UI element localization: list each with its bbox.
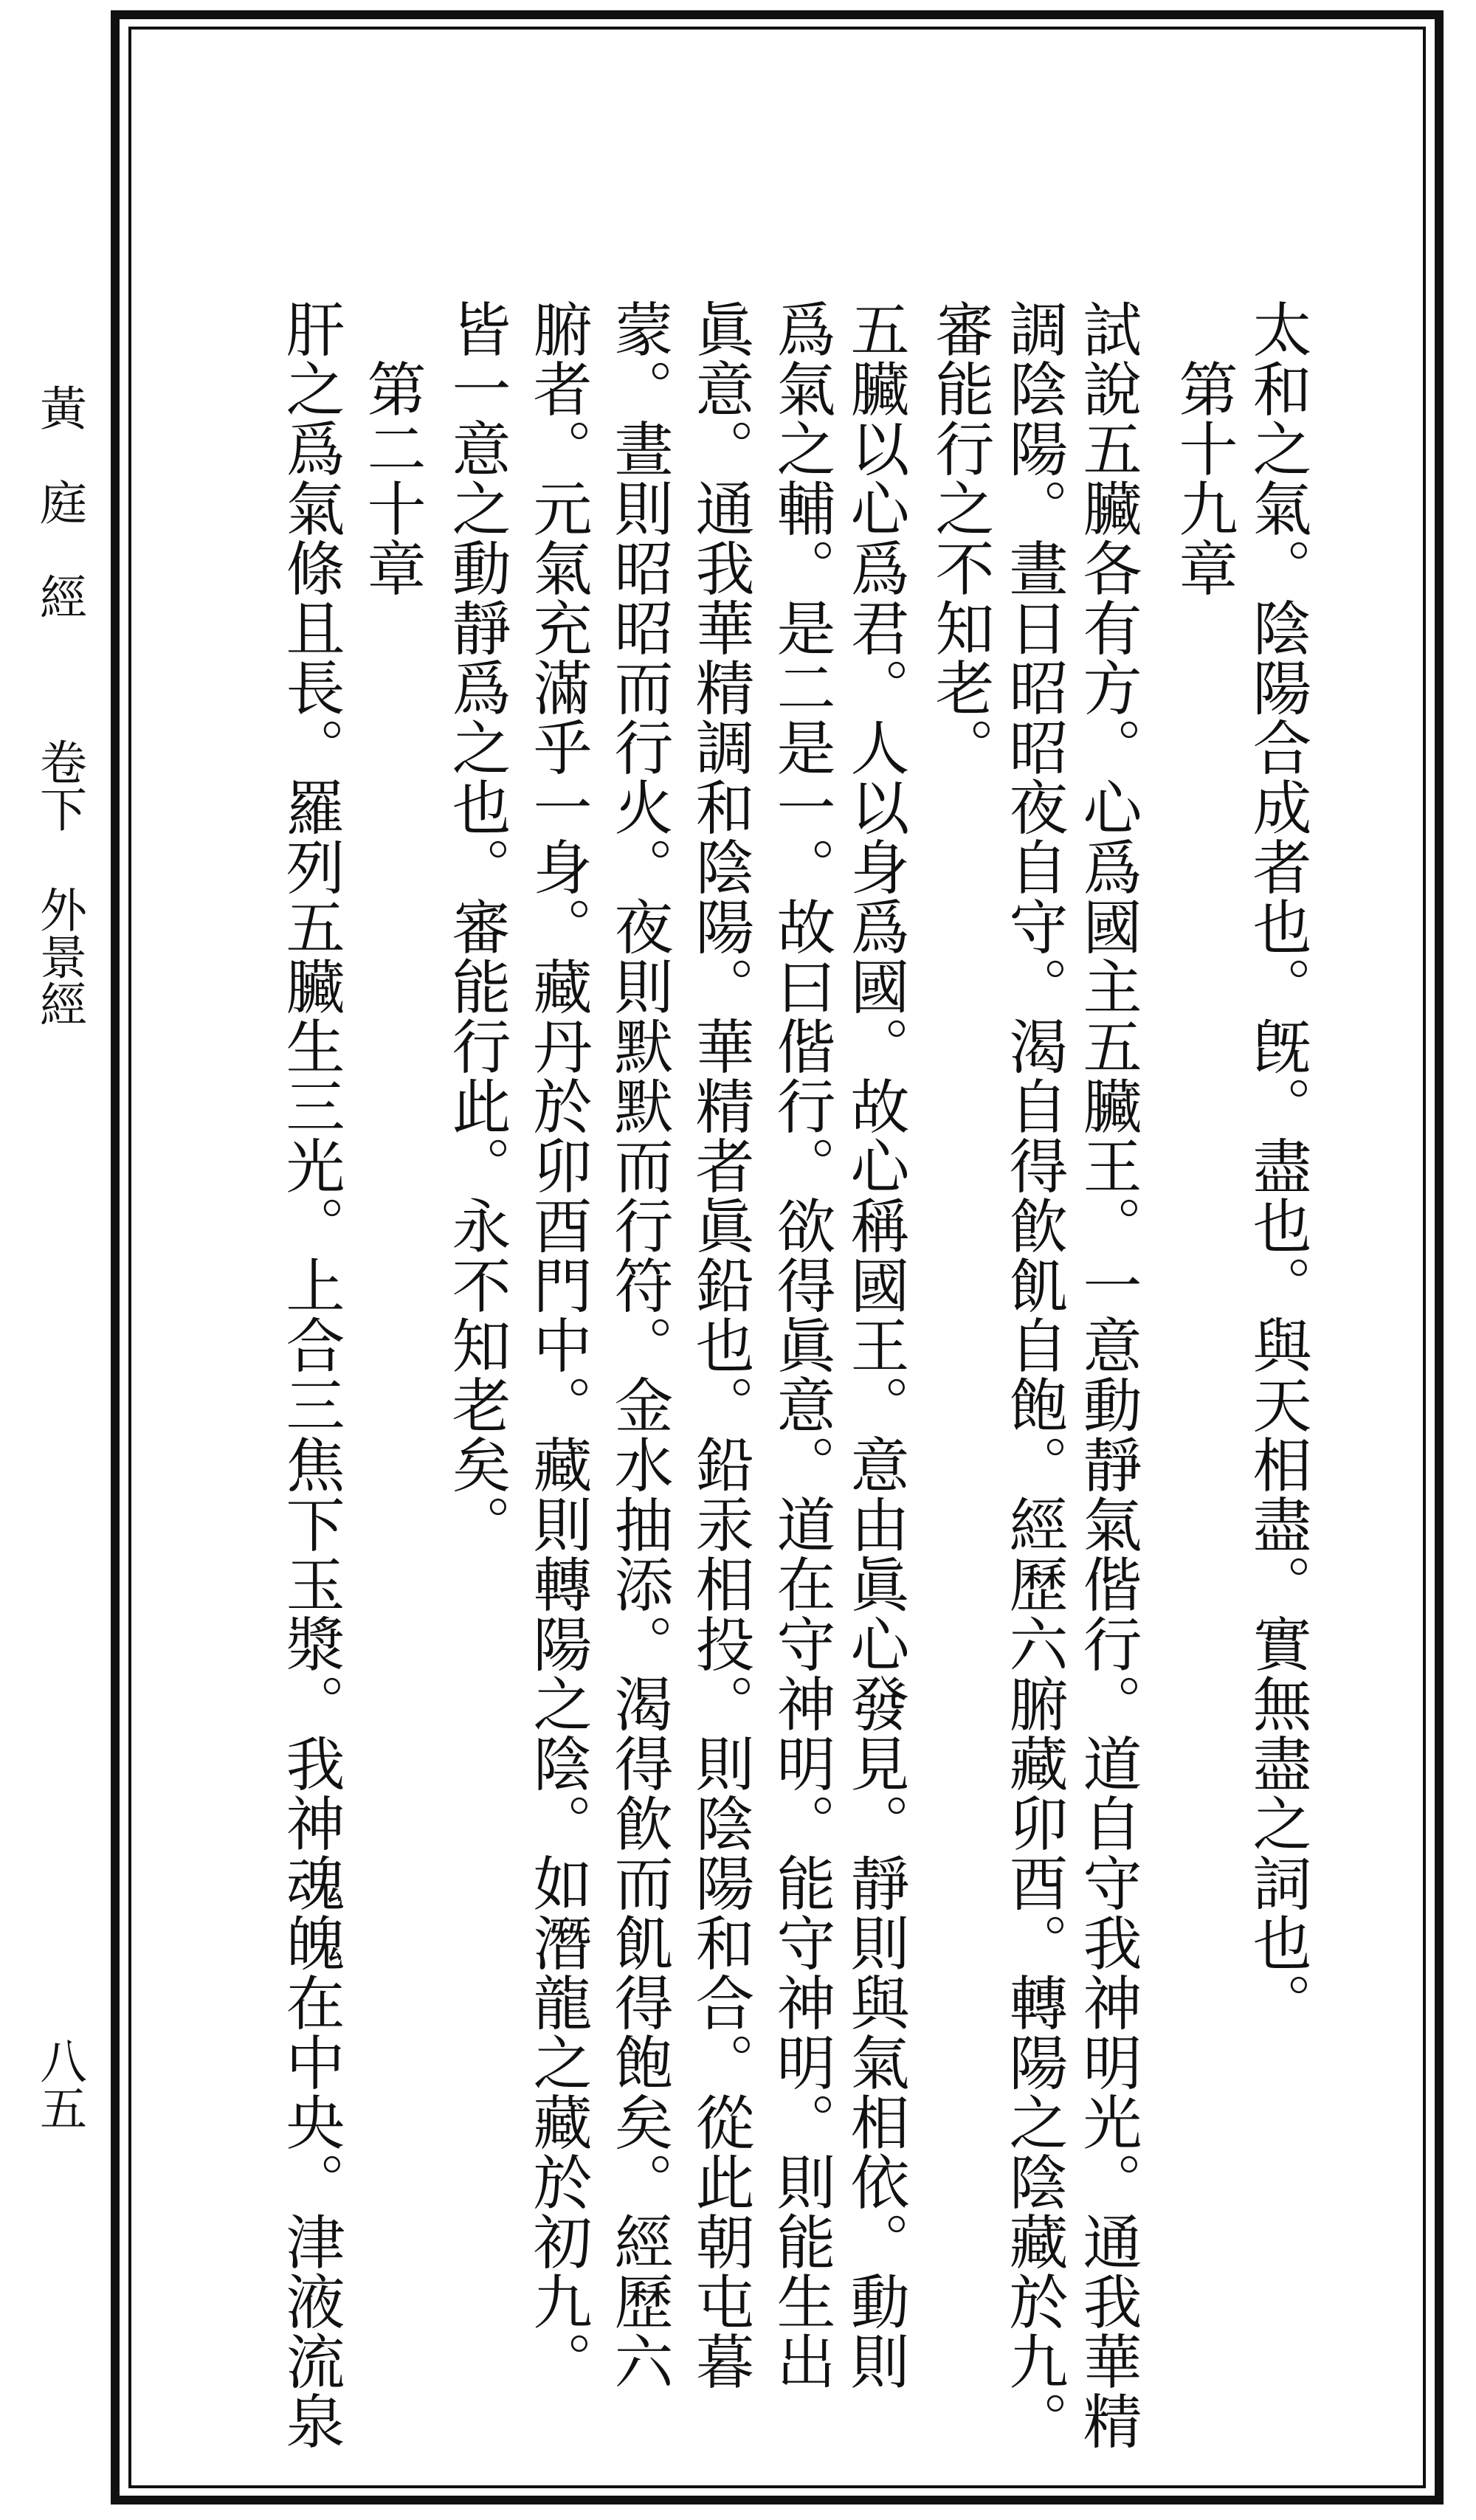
volume-label: 卷下 bbox=[32, 738, 86, 832]
text-column-5: 五臟以心爲君。人以身爲國。故心稱國王。意由眞心發見。靜則與氣相依。動則 bbox=[841, 299, 909, 2391]
text-column-3: 調陰陽。晝日昭昭夜自守。渴自得飮飢自飽。經歷六腑藏卯酉。轉陽之陰藏於九。 bbox=[999, 299, 1068, 2451]
book-title: 黃 庭 經 bbox=[32, 384, 86, 620]
text-column-7: 眞意。通我華精調和陰陽。華精者眞鉛也。鉛汞相投。則陰陽和合。從此朝屯暮 bbox=[686, 299, 754, 2391]
page-number: 八五 bbox=[32, 2037, 86, 2131]
text-column-1: 太和之氣。陰陽合成者也。旣。盡也。與天相盡。實無盡之詞也。 bbox=[1243, 299, 1311, 2032]
text-column-10: 皆一意之動靜爲之也。審能行此。永不知老矣。 bbox=[442, 299, 511, 1554]
text-column-9: 腑者。元氣充滿乎一身。藏丹於卯酉門中。藏則轉陽之陰。如潛龍之藏於初九。 bbox=[523, 299, 592, 2391]
section-label: 外景經 bbox=[32, 886, 86, 1027]
text-column-6: 爲氣之輔。是二是一。故曰偕行。欲得眞意。道在守神明。能守神明。則能生出 bbox=[767, 299, 835, 2391]
text-column-8: 蒙。晝則昭昭而行火。夜則默默而行符。金水抽添。渴得飮而飢得飽矣。經歷六 bbox=[604, 299, 673, 2391]
text-column-4: 試說五臟各有方。心爲國主五臟王。一意動靜氣偕行。道自守我神明光。通我華精 bbox=[1073, 299, 1142, 2451]
text-column-2: 審能行之不知老。 bbox=[925, 299, 994, 777]
chapter-heading-19: 第十九章 bbox=[1169, 299, 1238, 598]
chapter-heading-20: 第二十章 bbox=[357, 299, 426, 598]
text-column-11: 肝之爲氣條且長。羅列五臟生三光。上合三焦下玉漿。我神魂魄在中央。津液流泉 bbox=[276, 299, 345, 2451]
